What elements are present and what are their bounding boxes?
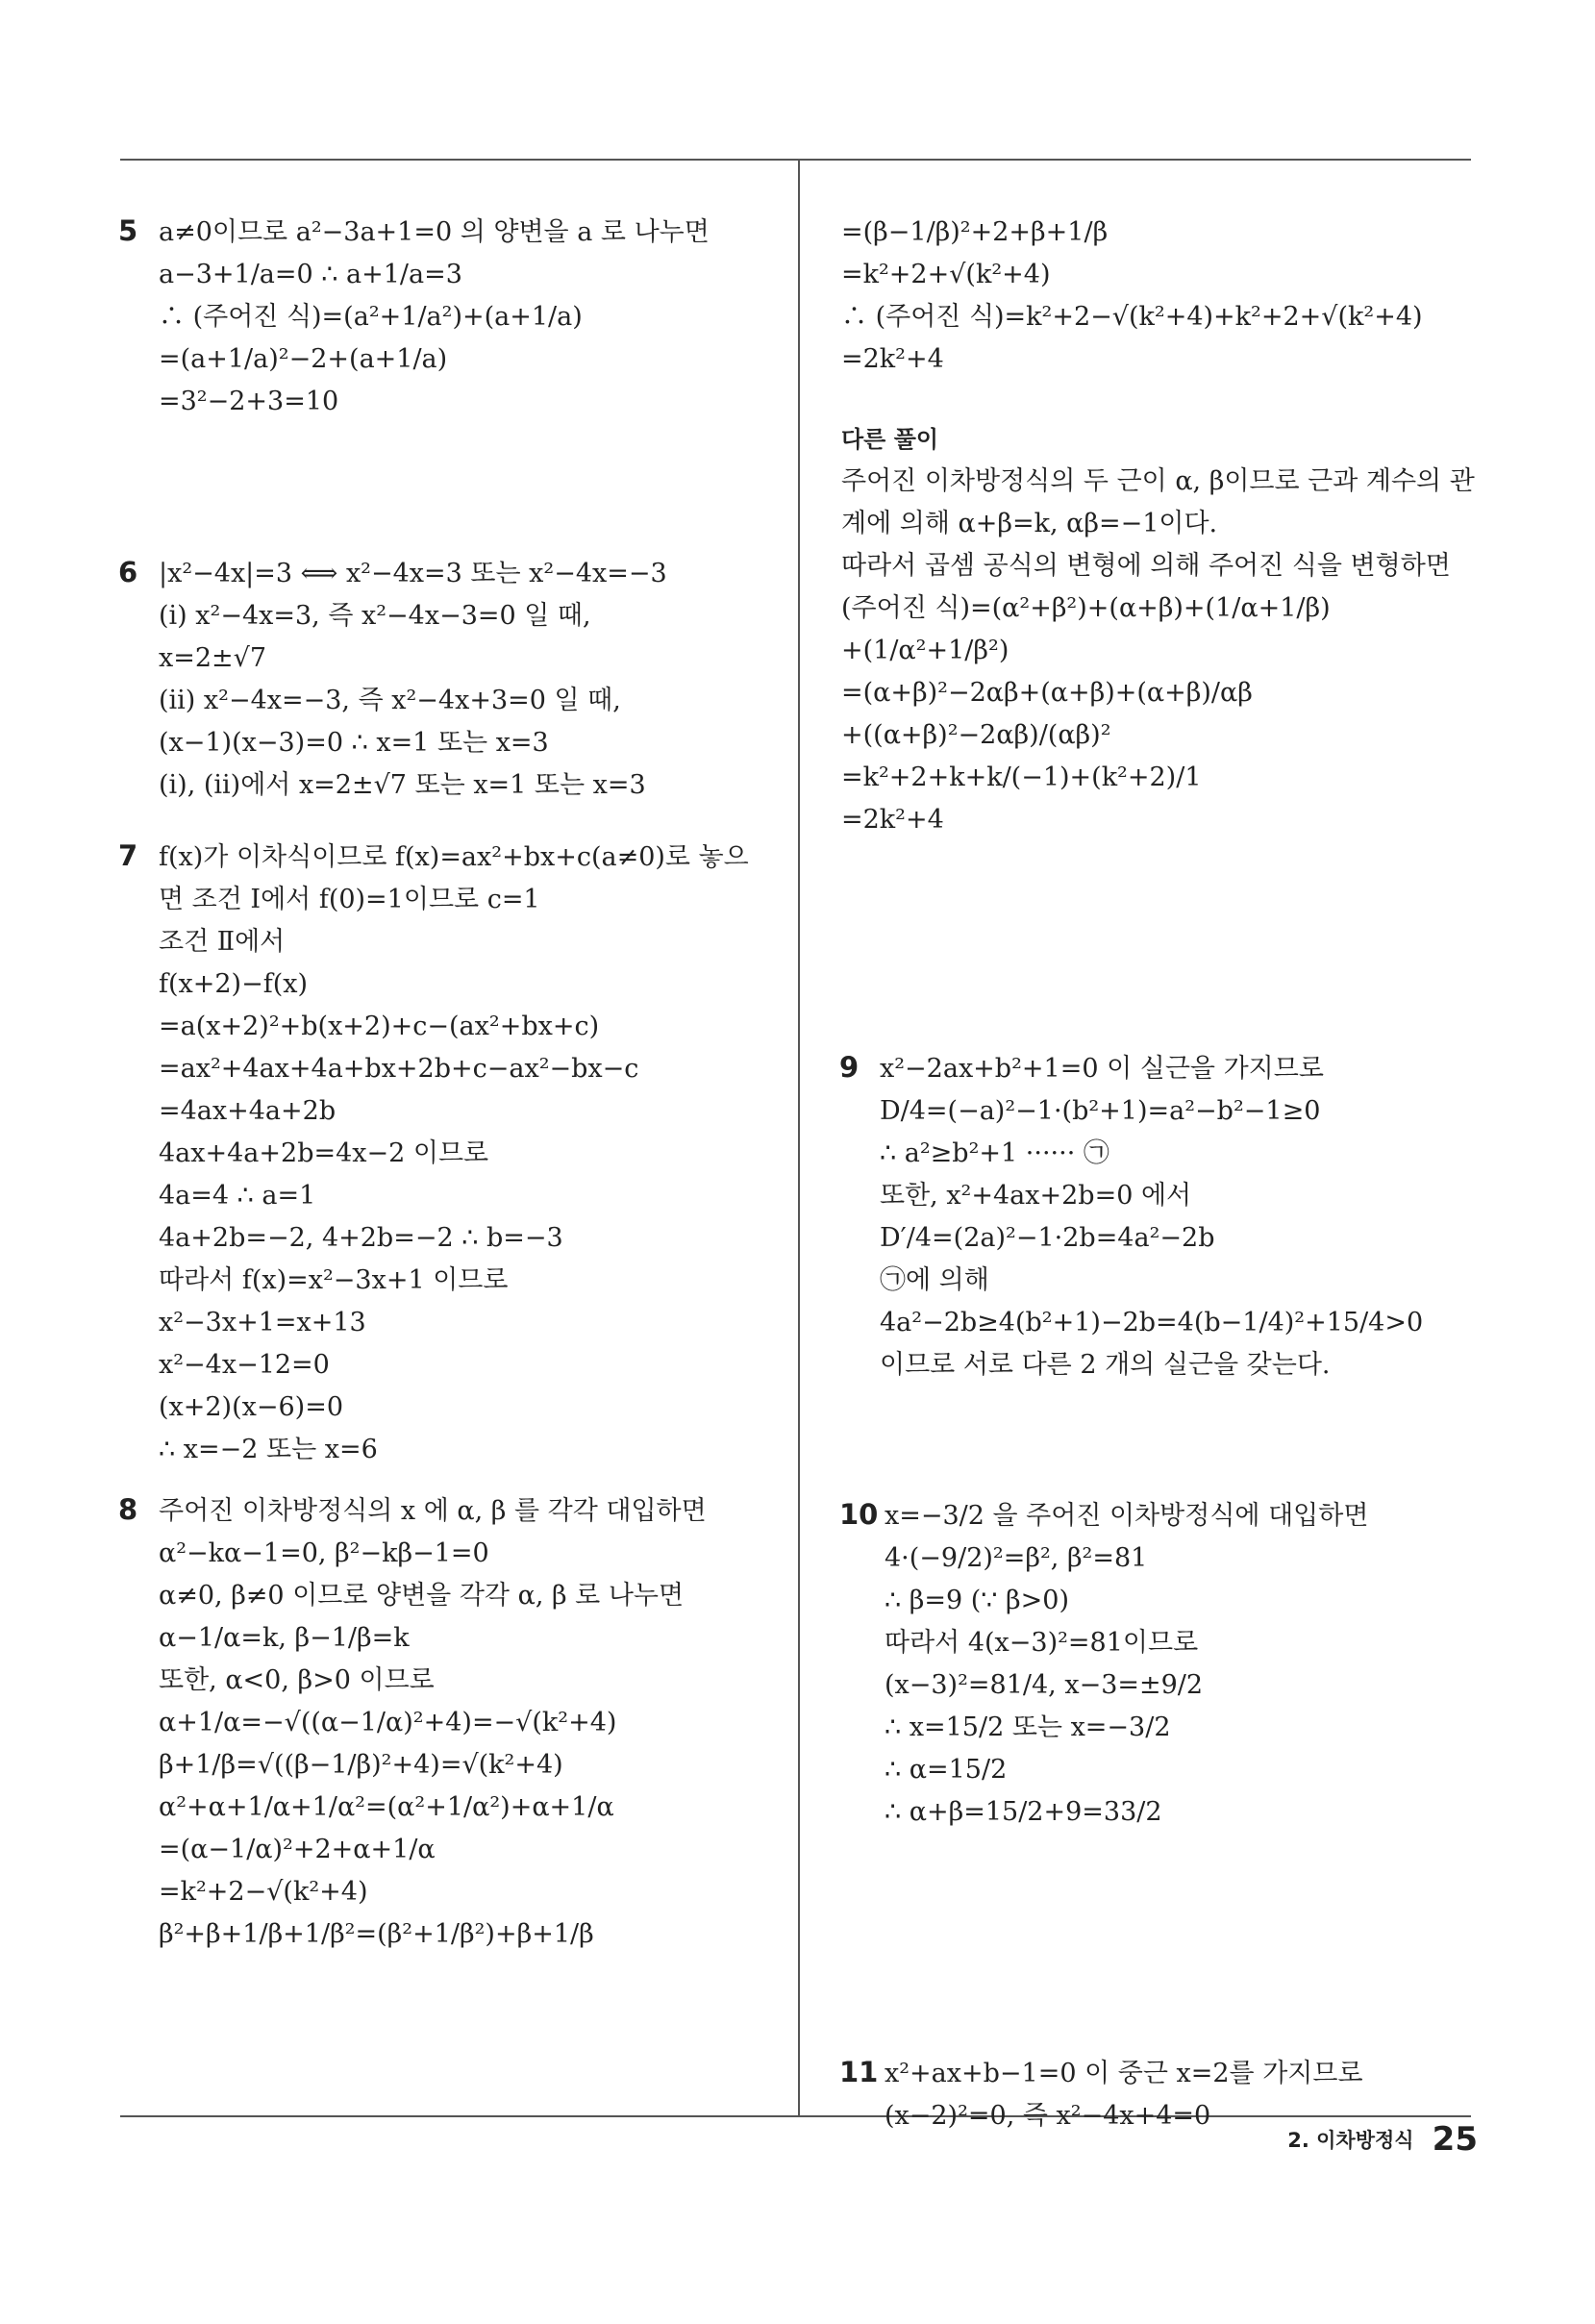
problem-number: 10 <box>839 1498 879 1531</box>
problem-number: 5 <box>118 214 138 247</box>
solution-line: 4·(−9/2)²=β², β²=81 <box>885 1543 1148 1573</box>
solution-line: +(1/α²+1/β²) <box>841 636 1009 665</box>
problem-number: 9 <box>839 1051 860 1084</box>
solution-line: 따라서 곱셈 공식의 변형에 의해 주어진 식을 변형하면 <box>841 551 1451 581</box>
problem-number: 8 <box>118 1493 138 1526</box>
solution-line: α²+α+1/α+1/α²=(α²+1/α²)+α+1/α <box>159 1792 614 1822</box>
solution-line: =2k²+4 <box>841 805 944 835</box>
solution-line: =(a+1/a)²−2+(a+1/a) <box>159 344 448 374</box>
solution-line: 또한, x²+4ax+2b=0 에서 <box>880 1181 1192 1211</box>
solution-line: =2k²+4 <box>841 344 944 374</box>
solution-line: x²−2ax+b²+1=0 이 실근을 가지므로 <box>880 1054 1324 1084</box>
solution-line: α−1/α=k, β−1/β=k <box>159 1623 410 1653</box>
solution-line: x²−4x−12=0 <box>159 1350 330 1380</box>
bottom-rule <box>120 2115 1471 2117</box>
solution-line: 따라서 f(x)=x²−3x+1 이므로 <box>159 1265 509 1295</box>
solution-line: 계에 의해 α+β=k, αβ=−1이다. <box>841 509 1218 538</box>
solution-line: (x−2)²=0, 즉 x²−4x+4=0 <box>885 2101 1211 2131</box>
solution-line: 주어진 이차방정식의 두 근이 α, β이므로 근과 계수의 관 <box>841 466 1475 496</box>
solution-line: α≠0, β≠0 이므로 양변을 각각 α, β 로 나누면 <box>159 1581 685 1611</box>
solution-line: =k²+2+√(k²+4) <box>841 260 1051 289</box>
solution-line: ∴ α+β=15/2+9=33/2 <box>885 1797 1162 1827</box>
solution-line: =k²+2+k+k/(−1)+(k²+2)/1 <box>841 762 1202 792</box>
solution-line: (ⅱ) x²−4x=−3, 즉 x²−4x+3=0 일 때, <box>159 686 621 715</box>
solution-line: β+1/β=√((β−1/β)²+4)=√(k²+4) <box>159 1750 563 1780</box>
solution-line: (ⅰ) x²−4x=3, 즉 x²−4x−3=0 일 때, <box>159 601 591 631</box>
solution-line: =(α−1/α)²+2+α+1/α <box>159 1835 436 1864</box>
solution-line: 주어진 이차방정식의 x 에 α, β 를 각각 대입하면 <box>159 1496 707 1526</box>
problem-number: 7 <box>118 839 138 872</box>
solution-line: f(x)가 이차식이므로 f(x)=ax²+bx+c(a≠0)로 놓으 <box>159 842 749 872</box>
chapter-label: 2. 이차방정식 <box>1287 2129 1414 2152</box>
solution-line: 또한, α<0, β>0 이므로 <box>159 1665 435 1695</box>
solution-line: ∴ β=9 (∵ β>0) <box>885 1586 1069 1615</box>
problem-number: 6 <box>118 556 138 588</box>
solution-line: |x²−4x|=3 ⟺ x²−4x=3 또는 x²−4x=−3 <box>159 559 667 588</box>
solution-line: ∴ (주어진 식)=(a²+1/a²)+(a+1/a) <box>159 302 583 332</box>
solution-line: =(β−1/β)²+2+β+1/β <box>841 217 1109 247</box>
solution-line: a−3+1/a=0 ∴ a+1/a=3 <box>159 260 462 289</box>
solution-line: (x−3)²=81/4, x−3=±9/2 <box>885 1670 1204 1700</box>
solution-line: ∴ (주어진 식)=k²+2−√(k²+4)+k²+2+√(k²+4) <box>841 302 1423 332</box>
solution-line: 조건 Ⅱ에서 <box>159 927 286 957</box>
solution-line: (ⅰ), (ⅱ)에서 x=2±√7 또는 x=1 또는 x=3 <box>159 770 646 800</box>
solution-line: ∴ x=−2 또는 x=6 <box>159 1435 378 1464</box>
solution-line: D′/4=(2a)²−1·2b=4a²−2b <box>880 1223 1215 1253</box>
solution-line: ∴ x=15/2 또는 x=−3/2 <box>885 1712 1171 1742</box>
solution-line: ∴ a²≥b²+1 ······ ㉠ <box>880 1138 1109 1168</box>
problem-number: 11 <box>839 2056 879 2088</box>
page-number: 25 <box>1432 2120 1478 2159</box>
solution-line: 4ax+4a+2b=4x−2 이므로 <box>159 1138 489 1168</box>
solution-line: x²−3x+1=x+13 <box>159 1308 366 1337</box>
solution-line: ∴ α=15/2 <box>885 1755 1008 1785</box>
solution-line: 따라서 4(x−3)²=81이므로 <box>885 1628 1199 1658</box>
solution-line: ㉠에 의해 <box>880 1265 989 1295</box>
solution-line: α²−kα−1=0, β²−kβ−1=0 <box>159 1538 489 1568</box>
solution-line: (x−1)(x−3)=0 ∴ x=1 또는 x=3 <box>159 728 549 758</box>
solution-line: 4a+2b=−2, 4+2b=−2 ∴ b=−3 <box>159 1223 563 1253</box>
solution-line: β²+β+1/β+1/β²=(β²+1/β²)+β+1/β <box>159 1919 594 1949</box>
solution-line: a≠0이므로 a²−3a+1=0 의 양변을 a 로 나누면 <box>159 217 710 247</box>
solution-line: 이므로 서로 다른 2 개의 실근을 갖는다. <box>880 1350 1331 1380</box>
top-rule <box>120 159 1471 161</box>
solution-line: =(α+β)²−2αβ+(α+β)+(α+β)/αβ <box>841 678 1253 708</box>
solution-line: 면 조건 Ⅰ에서 f(0)=1이므로 c=1 <box>159 885 540 914</box>
solution-line: f(x+2)−f(x) <box>159 969 308 999</box>
solution-line: =k²+2−√(k²+4) <box>159 1877 368 1907</box>
solution-line: x²+ax+b−1=0 이 중근 x=2를 가지므로 <box>885 2059 1363 2088</box>
solution-line: α+1/α=−√((α−1/α)²+4)=−√(k²+4) <box>159 1708 617 1737</box>
page-footer <box>1287 2120 1478 2159</box>
solution-line: (주어진 식)=(α²+β²)+(α+β)+(1/α+1/β) <box>841 593 1331 623</box>
solution-line: (x+2)(x−6)=0 <box>159 1392 343 1422</box>
column-divider <box>798 160 800 2116</box>
solution-line: =4ax+4a+2b <box>159 1096 336 1126</box>
solution-line: D/4=(−a)²−1·(b²+1)=a²−b²−1≥0 <box>880 1096 1321 1126</box>
alt-solution-heading: 다른 풀이 <box>841 426 939 453</box>
solution-line: x=−3/2 을 주어진 이차방정식에 대입하면 <box>885 1501 1369 1531</box>
solution-line: +((α+β)²−2αβ)/(αβ)² <box>841 720 1111 750</box>
solution-line: =3²−2+3=10 <box>159 387 339 416</box>
solution-line: =ax²+4ax+4a+bx+2b+c−ax²−bx−c <box>159 1054 639 1084</box>
solution-line: 4a=4 ∴ a=1 <box>159 1181 316 1211</box>
solution-line: 4a²−2b≥4(b²+1)−2b=4(b−1/4)²+15/4>0 <box>880 1308 1424 1337</box>
solution-line: =a(x+2)²+b(x+2)+c−(ax²+bx+c) <box>159 1012 600 1041</box>
solution-line: x=2±√7 <box>159 643 267 673</box>
